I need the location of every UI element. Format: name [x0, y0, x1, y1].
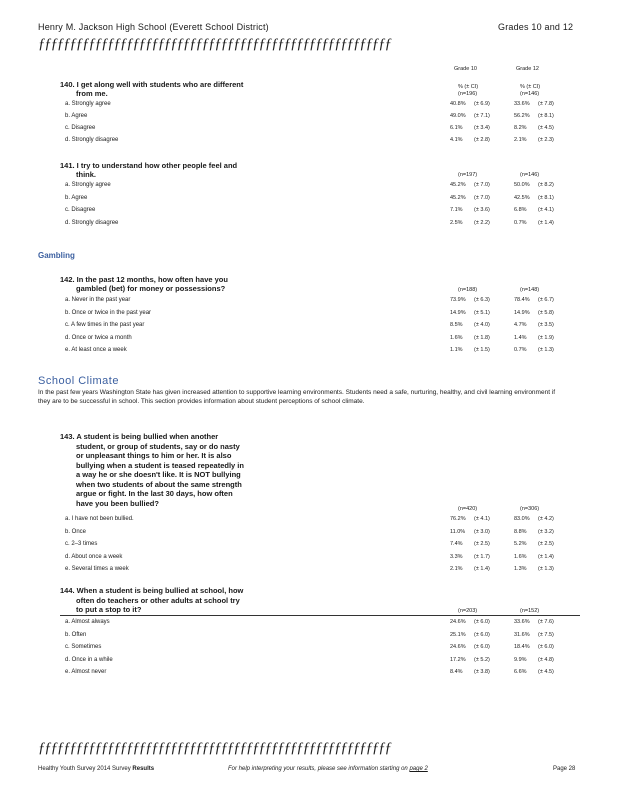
- q144-ci-grade12: (± 7.5): [538, 631, 554, 638]
- q140-value-grade10: 4.1%: [450, 137, 463, 143]
- q143-option-label: a. I have not been bullied.: [65, 516, 134, 522]
- q142-ci-grade12: (± 1.3): [538, 347, 554, 353]
- q144-value-grade10: 25.1%: [450, 631, 466, 638]
- q144-ci-grade10: (± 3.8): [474, 669, 490, 675]
- q140-ci-grade10: (± 6.9): [474, 101, 490, 107]
- q141-text-line-1: 141. I try to understand how other people feel and: [60, 161, 238, 170]
- q142-ci-grade12: (± 1.9): [538, 334, 554, 341]
- q143-value-grade10: 11.0%: [450, 528, 466, 535]
- q141-n-grade12: (n=146): [520, 172, 540, 178]
- q141-value-grade10: 2.5%: [450, 219, 463, 226]
- q141-ci-grade12: (± 8.2): [538, 182, 554, 188]
- q140-value-grade10: 40.8%: [450, 101, 466, 107]
- q141-ci-grade10: (± 7.0): [474, 194, 490, 201]
- q140-text-line-2: from me.: [76, 89, 108, 98]
- q142-value-grade12: 0.7%: [514, 347, 527, 353]
- q144-value-grade12: 9.9%: [514, 656, 527, 663]
- q140-ci-grade12: (± 7.8): [538, 101, 554, 107]
- q142-option-label: d. Once or twice a month: [65, 334, 132, 341]
- q140-value-grade10: 6.1%: [450, 125, 463, 131]
- q142-ci-grade10: (± 1.8): [474, 334, 490, 341]
- q140-ci-grade12: (± 8.1): [538, 113, 554, 119]
- q143-n-grade12: (n=306): [520, 506, 540, 512]
- q144-ci-grade10: (± 6.0): [474, 631, 490, 638]
- q141-value-grade12: 42.5%: [514, 194, 530, 201]
- q140-ci-grade10: (± 3.4): [474, 125, 490, 131]
- q143-ci-grade10: (± 1.4): [474, 566, 490, 572]
- q143-value-grade10: 3.3%: [450, 553, 463, 560]
- q142-ci-grade10: (± 6.3): [474, 297, 490, 303]
- q142-ci-grade12: (± 6.7): [538, 297, 554, 303]
- q142-ci-grade10: (± 4.0): [474, 322, 490, 328]
- q143-ci-grade12: (± 3.2): [538, 528, 554, 535]
- footer-survey-title: [38, 766, 154, 772]
- q143-option-label: b. Once: [65, 528, 87, 535]
- q143-text-line: bullying when a student is teased repeatedly in: [76, 460, 244, 470]
- q144-value-grade12: 31.6%: [514, 631, 530, 638]
- q141-value-grade12: 6.8%: [514, 207, 527, 213]
- q141-value-grade12: 0.7%: [514, 219, 527, 226]
- q142-value-grade10: 1.1%: [450, 347, 463, 353]
- q142-text-line-2: gambled (bet) for money or possessions?: [76, 284, 226, 293]
- q143-option-label: d. About once a week: [65, 553, 123, 560]
- q143-option-label: e. Several times a week: [65, 566, 129, 572]
- q144-ci-grade12: (± 7.6): [538, 619, 554, 625]
- q142-option-label: b. Once or twice in the past year: [65, 309, 152, 316]
- q144-text-line: often do teachers or other adults at school try: [76, 595, 240, 605]
- q143-value-grade12: 83.0%: [514, 516, 530, 522]
- q144-value-grade12: 6.6%: [514, 669, 527, 675]
- q140-ci-grade12: (± 2.3): [538, 137, 554, 143]
- q143-ci-grade12: (± 4.2): [538, 516, 554, 522]
- q140-pct-ci-grade10: % (± CI): [458, 84, 479, 90]
- q140-value-grade12: 8.2%: [514, 125, 527, 131]
- footer-divider: ƒƒƒƒƒƒƒƒƒƒƒƒƒƒƒƒƒƒƒƒƒƒƒƒƒƒƒƒƒƒƒƒƒƒƒƒƒƒƒƒƒƒƒƒƒƒƒƒƒƒƒƒƒƒƒƒ: [38, 740, 391, 756]
- q144-ci-grade12: (± 6.0): [538, 644, 554, 650]
- q142-text-line-1: 142. In the past 12 months, how often have you: [60, 275, 228, 284]
- q144-value-grade10: 17.2%: [450, 656, 466, 663]
- q144-option-label: b. Often: [65, 631, 87, 638]
- q140-n-grade12: (n=146): [520, 91, 540, 97]
- q142-ci-grade10: (± 1.5): [474, 347, 490, 353]
- grades-header: Grades 10 and 12: [498, 22, 574, 32]
- q142-ci-grade12: (± 5.8): [538, 309, 554, 316]
- q141-ci-grade12: (± 8.1): [538, 194, 554, 201]
- q141-option-label: c. Disagree: [65, 207, 96, 213]
- q144-value-grade10: 24.6%: [450, 619, 466, 625]
- q144-value-grade12: 33.6%: [514, 619, 530, 625]
- q144-ci-grade12: (± 4.8): [538, 656, 554, 663]
- q144-text-line: 144. When a student is being bullied at school, how: [60, 586, 244, 595]
- q142-value-grade12: 78.4%: [514, 297, 530, 303]
- q144-n-grade12: (n=152): [520, 608, 540, 614]
- q144-value-grade10: 8.4%: [450, 669, 463, 675]
- q140-option-label: d. Strongly disagree: [65, 137, 119, 143]
- q142-ci-grade12: (± 3.5): [538, 322, 554, 328]
- q141-value-grade10: 7.1%: [450, 207, 463, 213]
- q140-value-grade12: 56.2%: [514, 113, 530, 119]
- grade12-column-header: Grade 12: [516, 66, 539, 72]
- school-climate-title: School Climate: [38, 375, 119, 387]
- footer-help-sentence: For help interpreting your results, please see information starting on: [228, 766, 408, 772]
- q140-value-grade10: 49.0%: [450, 113, 466, 119]
- q143-value-grade10: 7.4%: [450, 541, 463, 547]
- q140-ci-grade10: (± 2.8): [474, 137, 490, 143]
- q143-ci-grade10: (± 4.1): [474, 516, 490, 522]
- q143-ci-grade12: (± 1.4): [538, 553, 554, 560]
- q141-text-line-2: think.: [76, 170, 96, 179]
- q143-ci-grade10: (± 2.5): [474, 541, 490, 547]
- q141-n-grade10: (n=197): [458, 172, 478, 178]
- grade10-column-header: Grade 10: [454, 66, 477, 72]
- footer-survey-name: Healthy Youth Survey 2014 Survey: [38, 766, 131, 772]
- q141-ci-grade10: (± 2.2): [474, 219, 490, 226]
- q141-option-label: d. Strongly disagree: [65, 219, 119, 226]
- q143-option-label: c. 2–3 times: [65, 541, 98, 547]
- q143-text-line: a way he or she doesn't like. It is NOT bullying: [76, 470, 241, 479]
- q144-underline-rule: [60, 615, 580, 616]
- q142-value-grade12: 4.7%: [514, 322, 527, 328]
- q143-value-grade12: 8.8%: [514, 528, 527, 535]
- q140-ci-grade10: (± 7.1): [474, 113, 490, 119]
- q143-text-line: when two students of about the same strength: [76, 479, 242, 489]
- q143-value-grade10: 76.2%: [450, 516, 466, 522]
- q141-ci-grade10: (± 7.0): [474, 182, 490, 188]
- q141-ci-grade12: (± 4.1): [538, 207, 554, 213]
- header-divider: ƒƒƒƒƒƒƒƒƒƒƒƒƒƒƒƒƒƒƒƒƒƒƒƒƒƒƒƒƒƒƒƒƒƒƒƒƒƒƒƒƒƒƒƒƒƒƒƒƒƒƒƒƒƒƒƒ: [38, 36, 391, 52]
- q144-ci-grade12: (± 4.5): [538, 669, 554, 675]
- q140-option-label: a. Strongly agree: [65, 101, 111, 107]
- q143-text-line: have you been bullied?: [76, 498, 159, 508]
- q141-value-grade10: 45.2%: [450, 194, 466, 201]
- q140-option-label: b. Agree: [65, 113, 88, 119]
- q142-option-label: c. A few times in the past year: [65, 322, 145, 328]
- q143-ci-grade12: (± 1.3): [538, 566, 554, 572]
- gambling-section-title: Gambling: [38, 251, 75, 260]
- q142-value-grade10: 1.6%: [450, 334, 463, 341]
- q144-value-grade12: 18.4%: [514, 644, 530, 650]
- q142-option-label: a. Never in the past year: [65, 297, 131, 303]
- q144-option-label: a. Almost always: [65, 619, 110, 625]
- q142-value-grade10: 8.5%: [450, 322, 463, 328]
- q143-value-grade10: 2.1%: [450, 566, 463, 572]
- q143-value-grade12: 5.2%: [514, 541, 527, 547]
- q144-n-grade10: (n=203): [458, 608, 478, 614]
- q142-value-grade12: 1.4%: [514, 334, 527, 341]
- q141-option-label: a. Strongly agree: [65, 182, 111, 188]
- q142-option-label: e. At least once a week: [65, 347, 127, 353]
- q143-value-grade12: 1.3%: [514, 566, 527, 572]
- q144-option-label: d. Once in a while: [65, 656, 113, 663]
- footer-results-label: Results: [132, 766, 155, 772]
- q142-n-grade10: (n=188): [458, 287, 478, 293]
- q141-value-grade10: 45.2%: [450, 182, 466, 188]
- q144-ci-grade10: (± 6.0): [474, 619, 490, 625]
- footer-help-text: [228, 766, 428, 772]
- q144-ci-grade10: (± 6.0): [474, 644, 490, 650]
- q144-text-line: to put a stop to it?: [76, 605, 142, 614]
- q141-option-label: b. Agree: [65, 194, 88, 201]
- q143-n-grade10: (n=420): [458, 506, 478, 512]
- school-header: Henry M. Jackson High School (Everett School District): [38, 22, 269, 32]
- q140-ci-grade12: (± 4.5): [538, 125, 554, 131]
- q142-ci-grade10: (± 5.1): [474, 309, 490, 316]
- footer-page-number: Page 28: [553, 766, 576, 772]
- q140-n-grade10: (n=196): [458, 91, 478, 97]
- school-climate-paragraph: In the past few years Washington State has given increased attention to supportive learning environments. Students need a safe, nurturing, healthy, and civil learning environment if they are to be successful in school. This section provides information about student perceptions of school climate.: [38, 389, 556, 405]
- q143-text-line: student, or group of students, say or do nasty: [76, 441, 240, 451]
- q140-value-grade12: 33.6%: [514, 101, 530, 107]
- q142-value-grade12: 14.9%: [514, 309, 530, 316]
- q144-option-label: e. Almost never: [65, 669, 107, 675]
- q140-pct-ci-grade12: % (± CI): [520, 84, 541, 90]
- q144-value-grade10: 24.6%: [450, 644, 466, 650]
- q143-ci-grade10: (± 1.7): [474, 553, 490, 560]
- q142-n-grade12: (n=148): [520, 287, 540, 293]
- q140-option-label: c. Disagree: [65, 125, 96, 131]
- q141-ci-grade10: (± 3.6): [474, 207, 490, 213]
- q140-value-grade12: 2.1%: [514, 137, 527, 143]
- q143-ci-grade10: (± 3.0): [474, 528, 490, 535]
- q143-text-line: or unpleasant things to him or her. It is also: [76, 451, 232, 460]
- q143-text-line: 143. A student is being bullied when another: [60, 432, 219, 441]
- q141-ci-grade12: (± 1.4): [538, 219, 554, 226]
- q142-value-grade10: 14.9%: [450, 309, 466, 316]
- footer-page-link[interactable]: page 2: [409, 766, 428, 772]
- q143-value-grade12: 1.6%: [514, 553, 527, 560]
- q143-ci-grade12: (± 2.5): [538, 541, 554, 547]
- q144-ci-grade10: (± 5.2): [474, 656, 490, 663]
- q144-option-label: c. Sometimes: [65, 644, 102, 650]
- q142-value-grade10: 73.9%: [450, 297, 466, 303]
- q141-value-grade12: 50.0%: [514, 182, 530, 188]
- q140-text-line-1: 140. I get along well with students who are different: [60, 80, 244, 89]
- q143-text-line: argue or fight. In the last 30 days, how often: [76, 489, 233, 498]
